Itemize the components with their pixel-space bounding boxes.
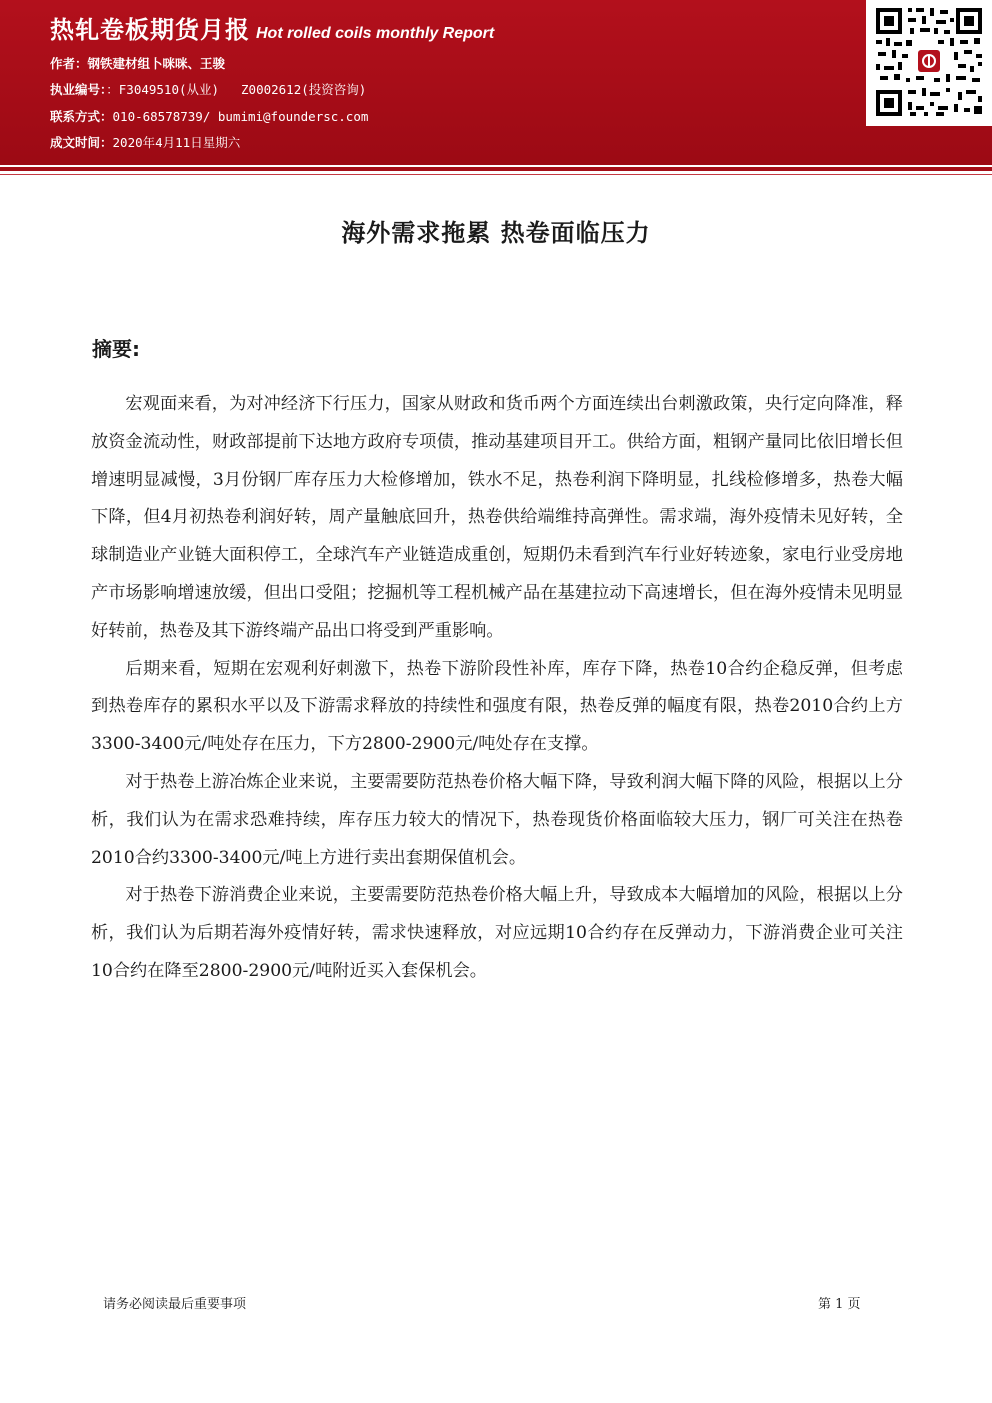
qr-code-icon bbox=[874, 6, 984, 118]
header-divider-thin bbox=[0, 174, 992, 175]
date-line bbox=[50, 133, 240, 151]
report-title-en: Hot rolled coils monthly Report bbox=[256, 25, 495, 42]
license-value-1: ：F3049510(从业) bbox=[106, 82, 220, 97]
abstract-heading: 摘要: bbox=[92, 337, 140, 361]
page-number: 第 1 页 bbox=[818, 1297, 861, 1312]
paragraph-downstream: 对于热卷下游消费企业来说，主要需要防范热卷价格大幅上升，导致成本大幅增加的风险，根据以上分析，我们认为后期若海外疫情好转，需求快速释放，对应远期10合约存在反弹动力，下游消费企业可关注10合约在降至2800-2900元/吨附近买入套保机会。 bbox=[91, 885, 903, 981]
author-value: 钢铁建材组卜咪咪、王骏 bbox=[87, 56, 226, 71]
paragraph-upstream: 对于热卷上游冶炼企业来说，主要需要防范热卷价格大幅下降，导致利润大幅下降的风险，根据以上分析，我们认为在需求恐难持续，库存压力较大的情况下，热卷现货价格面临较大压力，钢厂可关注在热卷2010合约3300-3400元/吨上方进行卖出套期保值机会。 bbox=[91, 771, 903, 868]
document-title: 海外需求拖累 热卷面临压力 bbox=[341, 219, 651, 247]
report-header bbox=[0, 0, 992, 165]
contact-value: 010-68578739/ bumimi@foundersc.com bbox=[112, 109, 369, 124]
license-value-2: Z0002612(投资咨询) bbox=[241, 82, 367, 97]
date-value: 2020年4月11日星期六 bbox=[112, 135, 241, 150]
author-line bbox=[50, 54, 225, 72]
paragraph-outlook: 后期来看，短期在宏观利好刺激下，热卷下游阶段性补库，库存下降，热卷10合约企稳反弹，但考虑到热卷库存的累积水平以及下游需求释放的持续性和强度有限，热卷反弹的幅度有限，热卷2010合约上方3300-3400元/吨处存在压力，下方2800-2900元/吨处存在支撑。 bbox=[91, 658, 903, 755]
author-label: 作者： bbox=[50, 56, 88, 71]
qr-code[interactable] bbox=[866, 0, 992, 126]
paragraph-macro: 宏观面来看，为对冲经济下行压力，国家从财政和货币两个方面连续出台刺激政策，央行定向降准，释放资金流动性，财政部提前下达地方政府专项债，推动基建项目开工。供给方面，粗钢产量同比依旧增长但增速明显减慢，3月份钢厂库存压力大检修增加，铁水不足，热卷利润下降明显，扎线检修增多，热卷大幅下降，但4月初热卷利润好转，周产量触底回升，热卷供给端维持高弹性。需求端，海外疫情未见好转，全球制造业产业链大面积停工，全球汽车产业链造成重创，短期仍未看到汽车行业好转迹象，家电行业受房地产市场影响增速放缓，但出口受阻；挖掘机等工程机械产品在基建拉动下高速增长，但在海外疫情未见明显好转前，热卷及其下游终端产品出口将受到严重影响。 bbox=[91, 394, 903, 641]
license-label: 执业编号： bbox=[50, 82, 107, 97]
contact-line bbox=[50, 107, 368, 125]
report-title-cn: 热轧卷板期货月报 bbox=[50, 16, 250, 44]
abstract-body bbox=[91, 386, 903, 991]
date-label: 成文时间： bbox=[50, 135, 113, 150]
license-line bbox=[50, 80, 366, 98]
report-title-row bbox=[50, 10, 494, 45]
footer-notice: 请务必阅读最后重要事项 bbox=[103, 1297, 247, 1312]
header-divider bbox=[0, 167, 992, 171]
contact-label: 联系方式： bbox=[50, 109, 113, 124]
